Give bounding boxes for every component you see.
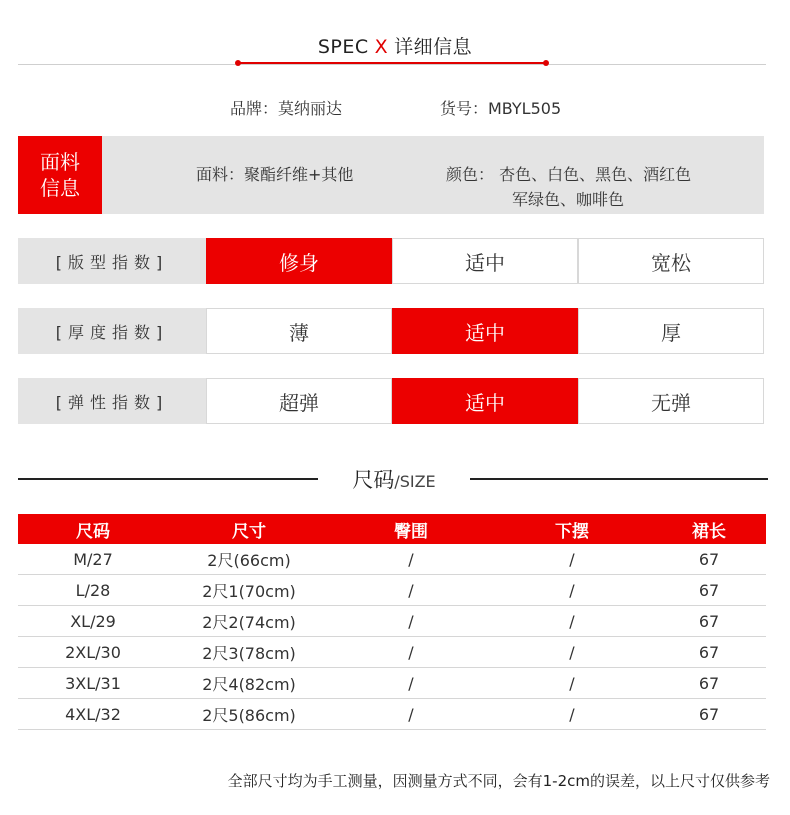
cell-hip: / (330, 544, 492, 575)
cell-hem: / (492, 699, 652, 730)
cell-size: XL/29 (18, 606, 168, 637)
cell-length: 67 (652, 637, 766, 668)
measurement-note: 全部尺寸均为手工测量，因测量方式不同，会有1-2cm的误差，以上尺寸仅供参考 (227, 772, 770, 790)
header-length: 裙长 (652, 514, 766, 544)
size-title: 尺码 (352, 468, 395, 492)
fabric-colors-cont: 军绿色、咖啡色 (512, 190, 625, 209)
spec-divider (18, 64, 766, 65)
fit-index-row (18, 238, 764, 284)
cell-size: L/28 (18, 575, 168, 606)
product-sku: 货号：MBYL505 (440, 99, 562, 118)
cell-length: 67 (652, 606, 766, 637)
fabric-tag-line1: 面料 (40, 150, 80, 174)
table-row (18, 699, 766, 730)
header-hem: 下摆 (492, 514, 652, 544)
table-row (18, 575, 766, 606)
spec-heading (0, 32, 790, 59)
cell-hip: / (330, 575, 492, 606)
cell-waist: 2尺(66cm) (168, 544, 330, 575)
cell-length: 67 (652, 575, 766, 606)
cell-length: 67 (652, 544, 766, 575)
thickness-index-label: [厚度指数] (18, 308, 206, 354)
cell-hem: / (492, 668, 652, 699)
fit-option-regular: 适中 (392, 238, 578, 284)
cell-size: M/27 (18, 544, 168, 575)
spec-prefix: SPEC (317, 36, 369, 58)
thickness-option-thin: 薄 (206, 308, 392, 354)
cell-waist: 2尺3(78cm) (168, 637, 330, 668)
spec-title: 详细信息 (394, 36, 473, 58)
fabric-material: 面料：聚酯纤维+其他 (196, 165, 354, 184)
elasticity-index-row (18, 378, 764, 424)
spec-separator: X (374, 36, 389, 58)
table-row (18, 544, 766, 575)
fabric-tag-line2: 信息 (40, 176, 80, 200)
size-table (18, 514, 766, 730)
table-row (18, 637, 766, 668)
fabric-tag (18, 136, 102, 214)
spec-accent-dot-right (543, 60, 549, 66)
cell-size: 4XL/32 (18, 699, 168, 730)
fit-option-loose: 宽松 (578, 238, 764, 284)
cell-hem: / (492, 606, 652, 637)
cell-hip: / (330, 668, 492, 699)
elasticity-option-high: 超弹 (206, 378, 392, 424)
thickness-option-thick: 厚 (578, 308, 764, 354)
size-divider-left (18, 478, 318, 480)
cell-waist: 2尺1(70cm) (168, 575, 330, 606)
cell-size: 2XL/30 (18, 637, 168, 668)
cell-hip: / (330, 699, 492, 730)
cell-hip: / (330, 606, 492, 637)
spec-accent-line (238, 62, 546, 64)
cell-hip: / (330, 637, 492, 668)
cell-size: 3XL/31 (18, 668, 168, 699)
cell-hem: / (492, 637, 652, 668)
fit-option-slim: 修身 (206, 238, 392, 284)
cell-hem: / (492, 575, 652, 606)
cell-waist: 2尺2(74cm) (168, 606, 330, 637)
table-row (18, 606, 766, 637)
size-divider-right (470, 478, 768, 480)
size-table-header (18, 514, 766, 544)
header-size: 尺码 (18, 514, 168, 544)
size-subtitle: /SIZE (394, 472, 436, 491)
size-heading (318, 464, 470, 494)
elasticity-option-none: 无弹 (578, 378, 764, 424)
cell-length: 67 (652, 668, 766, 699)
spec-accent-dot-left (235, 60, 241, 66)
header-hip: 臀围 (330, 514, 492, 544)
elasticity-option-medium: 适中 (392, 378, 578, 424)
elasticity-index-label: [弹性指数] (18, 378, 206, 424)
cell-length: 67 (652, 699, 766, 730)
header-waist: 尺寸 (168, 514, 330, 544)
thickness-index-row (18, 308, 764, 354)
cell-waist: 2尺5(86cm) (168, 699, 330, 730)
fit-index-label: [版型指数] (18, 238, 206, 284)
brand-name: 品牌：莫纳丽达 (230, 99, 343, 118)
cell-waist: 2尺4(82cm) (168, 668, 330, 699)
thickness-option-medium: 适中 (392, 308, 578, 354)
fabric-colors: 颜色： 杏色、白色、黑色、酒红色 (446, 165, 692, 184)
cell-hem: / (492, 544, 652, 575)
table-row (18, 668, 766, 699)
